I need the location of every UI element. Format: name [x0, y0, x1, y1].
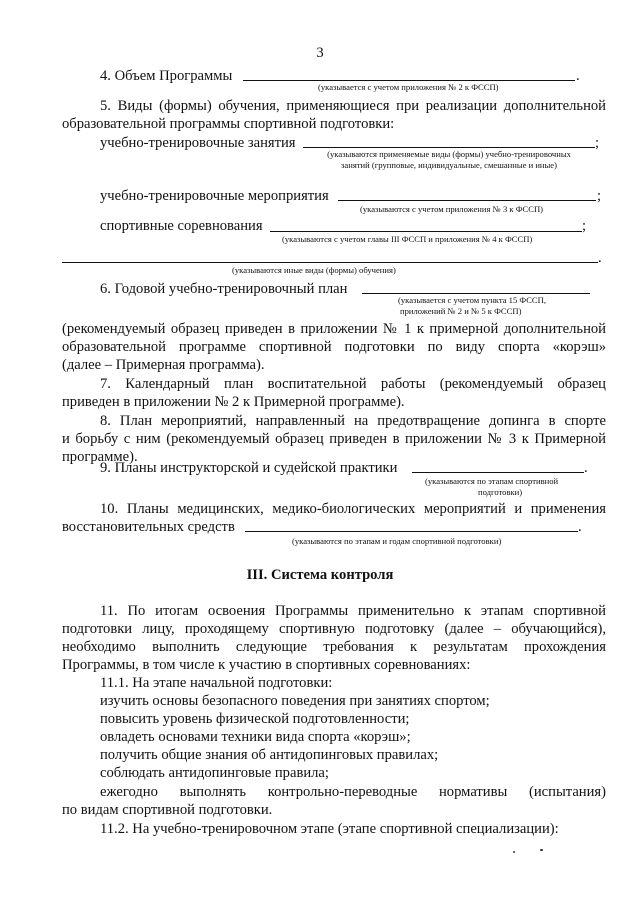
- other-forms-blank-line: [62, 262, 598, 263]
- section-title: III. Система контроля: [246, 567, 394, 583]
- scan-speck: [540, 849, 543, 851]
- item11-line3: необходимо выполнить следующие требования к результатам прохождения: [62, 639, 606, 655]
- competitions-note: (указываются с учетом главы III ФССП и приложения № 4 к ФССП): [282, 234, 533, 244]
- item6-blank-line: [362, 293, 590, 294]
- training-sessions-end: ;: [595, 135, 600, 151]
- item11-line2: подготовки лицу, проходящему спортивную подготовку (далее – обучающийся),: [62, 621, 606, 637]
- item10-end: .: [578, 519, 582, 535]
- item5-line1: 5. Виды (формы) обучения, применяющиеся при реализации дополнительной: [100, 98, 606, 114]
- competitions-blank-line: [270, 231, 582, 232]
- item11-line1: 11. По итогам освоения Программы применительно к этапам спортивной: [100, 603, 606, 619]
- other-forms-end: .: [598, 250, 602, 266]
- scan-speck: [513, 851, 515, 853]
- list-item: ежегодно выполнять контрольно-переводные нормативы (испытания): [100, 784, 606, 800]
- item11-2-heading: 11.2. На учебно-тренировочном этапе (этапе спортивной специализации):: [100, 821, 559, 837]
- item9-label: 9. Планы инструкторской и судейской практики: [100, 460, 398, 476]
- item6-line2: образовательной программе спортивной подготовки по виду спорта «корэш»: [62, 339, 606, 355]
- item9-blank-line: [412, 472, 584, 473]
- item7-line2: приведен в приложении № 2 к Примерной программе).: [62, 394, 405, 410]
- item10-label: восстановительных средств: [62, 519, 235, 535]
- training-sessions-label: учебно-тренировочные занятия: [100, 135, 296, 151]
- item6-line1: (рекомендуемый образец приведен в приложении № 1 к примерной дополнительной: [62, 321, 606, 337]
- item6-label: 6. Годовой учебно-тренировочный план: [100, 281, 348, 297]
- training-events-blank-line: [338, 200, 596, 201]
- item9-end: .: [584, 460, 588, 476]
- item10-blank-line: [245, 531, 578, 532]
- item6-note-line2: приложений № 2 и № 5 к ФССП): [400, 306, 522, 316]
- training-events-note: (указываются с учетом приложения № 3 к ФССП): [360, 204, 544, 214]
- item4-note: (указывается с учетом приложения № 2 к ФССП): [318, 82, 499, 92]
- list-item: повысить уровень физической подготовленности;: [100, 711, 410, 727]
- item8-line2: и борьбу с ним (рекомендуемый образец приведен в приложении № 3 к Примерной: [62, 431, 606, 447]
- training-sessions-blank-line: [303, 147, 595, 148]
- page-number: 3: [316, 45, 324, 61]
- training-events-end: ;: [597, 188, 602, 204]
- item11-line4: Программы, в том числе к участию в спортивных соревнованиях:: [62, 657, 471, 673]
- competitions-end: ;: [582, 218, 587, 234]
- item10-line1: 10. Планы медицинских, медико-биологических мероприятий и применения: [100, 501, 606, 517]
- item4-label: 4. Объем Программы: [100, 68, 233, 84]
- item9-note-line1: (указываются по этапам спортивной: [425, 476, 559, 486]
- item6-note-line1: (указывается с учетом пункта 15 ФССП,: [398, 295, 547, 305]
- list-item-continuation: по видам спортивной подготовки.: [62, 802, 273, 818]
- other-forms-note: (указываются иные виды (формы) обучения): [232, 265, 396, 275]
- item6-line3: (далее – Примерная программа).: [62, 357, 265, 373]
- item4-blank-line: [243, 80, 575, 81]
- item5-line2: образовательной программы спортивной подготовки:: [62, 116, 395, 132]
- item8-line1: 8. План мероприятий, направленный на предотвращение допинга в спорте: [100, 413, 606, 429]
- item11-1-heading: 11.1. На этапе начальной подготовки:: [100, 675, 333, 691]
- list-item: изучить основы безопасного поведения при занятиях спортом;: [100, 693, 490, 709]
- item7-line1: 7. Календарный план воспитательной работы (рекомендуемый образец: [100, 376, 606, 392]
- item8-line3: программе).: [62, 449, 138, 465]
- item9-note-line2: подготовки): [478, 487, 523, 497]
- list-item: овладеть основами техники вида спорта «корэш»;: [100, 729, 411, 745]
- training-events-label: учебно-тренировочные мероприятия: [100, 188, 329, 204]
- competitions-label: спортивные соревнования: [100, 218, 263, 234]
- item10-note: (указываются по этапам и годам спортивной подготовки): [292, 536, 502, 546]
- list-item: получить общие знания об антидопинговых правилах;: [100, 747, 439, 763]
- list-item: соблюдать антидопинговые правила;: [100, 765, 329, 781]
- training-sessions-note: (указываются применяемые виды (формы) учебно-тренировочных занятий (групповые, индивидуальные, смешанные и иные): [327, 149, 571, 170]
- item4-end: .: [576, 68, 580, 84]
